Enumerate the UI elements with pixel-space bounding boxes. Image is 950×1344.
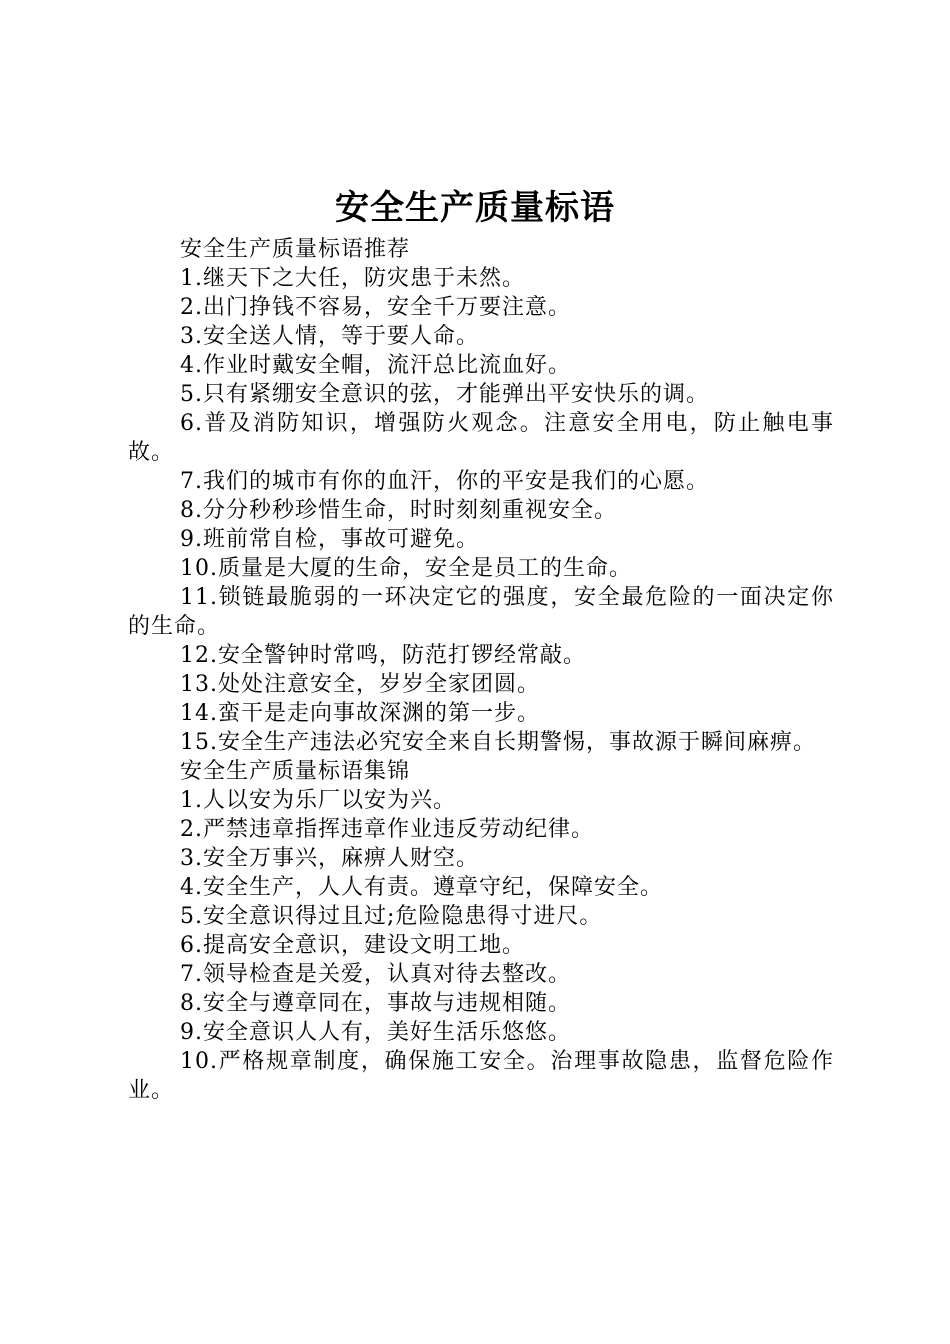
paragraph: 3.安全万事兴，麻痹人财空。 [180,846,479,871]
paragraph: 8.安全与遵章同在，事故与违规相随。 [180,991,571,1016]
paragraph: 安全生产质量标语推荐 [180,237,411,262]
paragraph: 2.出门挣钱不容易，安全千万要注意。 [180,295,571,320]
paragraph: 14.蛮干是走向事故深渊的第一步。 [180,701,540,726]
document-title: 安全生产质量标语 [335,188,615,228]
paragraph: 7.我们的城市有你的血汗，你的平安是我们的心愿。 [180,469,709,494]
paragraph: 12.安全警钟时常鸣，防范打锣经常敲。 [180,643,586,668]
paragraph: 安全生产质量标语集锦 [180,759,411,784]
paragraph: 9.安全意识人人有，美好生活乐悠悠。 [180,1020,571,1045]
paragraph: 9.班前常自检，事故可避免。 [180,527,479,552]
paragraph: 3.安全送人情，等于要人命。 [180,324,479,349]
paragraph: 5.安全意识得过且过;危险隐患得寸进尺。 [180,904,603,929]
paragraph: 11.锁链最脆弱的一环决定它的强度，安全最危险的一面决定你的生命。 [128,585,834,639]
paragraph: 6.普及消防知识，增强防火观念。注意安全用电，防止触电事故。 [128,411,834,465]
paragraph: 10.严格规章制度，确保施工安全。治理事故隐患，监督危险作业。 [128,1049,834,1103]
paragraph: 4.作业时戴安全帽，流汗总比流血好。 [180,353,571,378]
paragraph: 6.提高安全意识，建设文明工地。 [180,933,525,958]
document-body [128,235,834,1105]
paragraph: 4.安全生产，人人有责。遵章守纪，保障安全。 [180,875,663,900]
paragraph: 5.只有紧绷安全意识的弦，才能弹出平安快乐的调。 [180,382,709,407]
paragraph: 8.分分秒秒珍惜生命，时时刻刻重视安全。 [180,498,617,523]
paragraph: 10.质量是大厦的生命，安全是员工的生命。 [180,556,632,581]
paragraph: 7.领导检查是关爱，认真对待去整改。 [180,962,571,987]
paragraph: 1.人以安为乐厂以安为兴。 [180,788,456,813]
paragraph: 2.严禁违章指挥违章作业违反劳动纪律。 [180,817,594,842]
paragraph: 15.安全生产违法必究安全来自长期警惕，事故源于瞬间麻痹。 [180,730,816,755]
paragraph: 13.处处注意安全，岁岁全家团圆。 [180,672,540,697]
paragraph: 1.继天下之大任，防灾患于未然。 [180,266,525,291]
